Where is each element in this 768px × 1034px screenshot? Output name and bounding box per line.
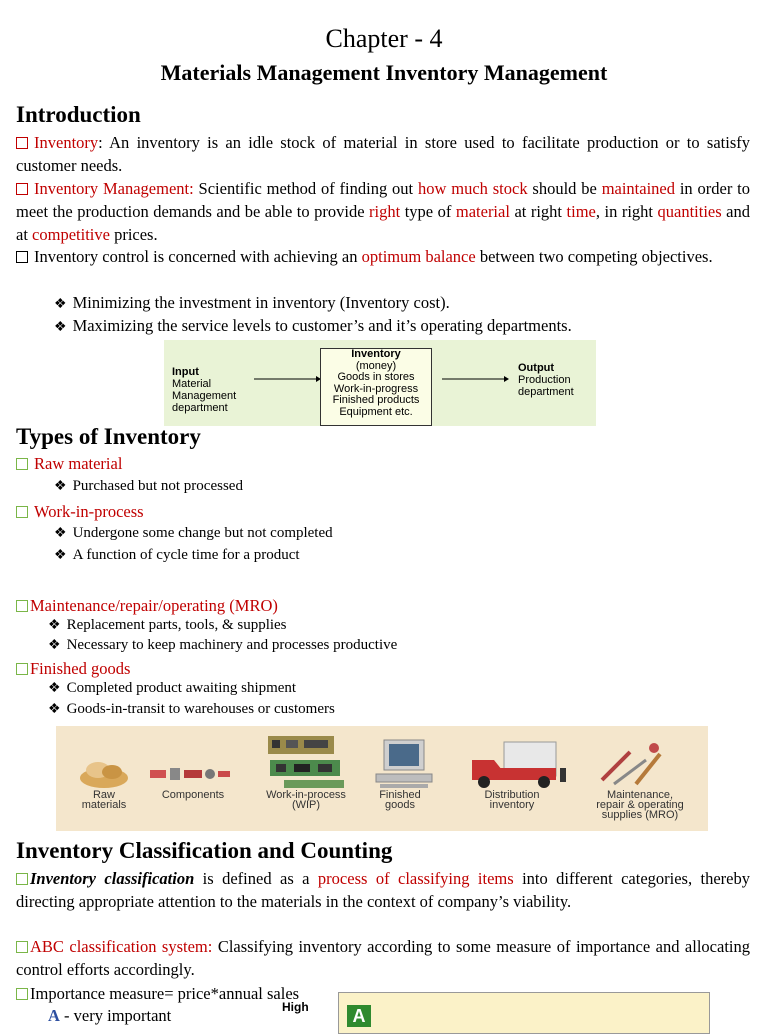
highlight-text: quantities (657, 202, 722, 221)
type-fg (16, 657, 130, 680)
diamond-bullet-icon: ❖ (54, 526, 67, 541)
para-text: should be (527, 179, 602, 198)
flow-center-line: Goods in stores (337, 371, 415, 383)
type-mro-sub-1 (48, 617, 287, 634)
term-inventory-management: Inventory Management: (34, 179, 194, 198)
flow-input-line: Material (172, 378, 212, 390)
para-text: and at (16, 202, 750, 244)
flow-input-line: department (172, 402, 228, 414)
checkbox-bullet-icon (16, 873, 28, 885)
checkbox-bullet-icon (16, 600, 28, 612)
banner-label-distribution: Distribution inventory (484, 789, 540, 811)
type-raw (16, 452, 122, 475)
computer-icon (374, 738, 434, 790)
highlight-text: right (369, 202, 401, 221)
diamond-bullet-icon: ❖ (48, 702, 61, 717)
para-text: between two competing objectives. (475, 247, 713, 266)
diamond-bullet-icon: ❖ (54, 320, 67, 335)
highlight-text: optimum balance (361, 247, 476, 266)
term-inventory: Inventory (34, 133, 99, 152)
flow-center-line: Finished products (332, 394, 420, 406)
diamond-bullet-icon: ❖ (48, 638, 61, 653)
sub-text: Goods-in-transit to warehouses or customers (66, 701, 335, 717)
abc-chart (338, 992, 710, 1034)
type-label: Finished goods (30, 659, 131, 678)
highlight-text: time (566, 202, 596, 221)
banner-label-components: Components (161, 789, 225, 801)
classification-para-2 (16, 935, 750, 981)
chapter-title: Chapter - 4 (325, 24, 443, 53)
type-wip-sub-2 (54, 547, 300, 564)
para-text: type of (400, 202, 456, 221)
sub-text: Undergone some change but not completed (72, 525, 333, 541)
sub-text: A function of cycle time for a product (72, 547, 300, 563)
chart-a-badge: A (347, 1005, 371, 1027)
term-classification: Inventory classification (30, 869, 195, 888)
flow-output-line: department (518, 386, 574, 398)
type-fg-sub-2 (48, 701, 335, 718)
intro-heading: Introduction (16, 102, 141, 127)
intro-para-2 (16, 177, 750, 246)
type-label: Maintenance/repair/operating (MRO) (30, 596, 278, 615)
types-heading: Types of Inventory (16, 424, 201, 449)
banner-label-finished: Finished goods (379, 789, 421, 811)
type-label: Work-in-process (34, 502, 144, 521)
inventory-flow-diagram (164, 340, 596, 426)
para-text: in order to meet the production demands and be able to provide (16, 179, 751, 221)
type-mro-sub-2 (48, 637, 397, 654)
para-text: Importance measure= price*annual sales (30, 984, 300, 1003)
checkbox-bullet-icon (16, 458, 28, 470)
sub-text: Minimizing the investment in inventory (Inventory cost). (72, 293, 450, 312)
sub-text: Replacement parts, tools, & supplies (66, 617, 287, 633)
page-title: Materials Management Inventory Management (160, 60, 608, 85)
checkbox-bullet-icon (16, 137, 28, 149)
type-wip (16, 500, 144, 523)
diamond-bullet-icon: ❖ (48, 618, 61, 633)
sub-text: Maximizing the service levels to customer’s and it’s operating departments. (72, 316, 572, 335)
inventory-types-banner (56, 726, 708, 831)
highlight-text: maintained (601, 179, 675, 198)
flow-center-line: Equipment etc. (339, 405, 413, 418)
flow-output-title: Output (518, 362, 555, 374)
arrow-right-icon (440, 374, 510, 384)
highlight-text: material (455, 202, 510, 221)
sub-text: Necessary to keep machinery and processes productive (66, 637, 398, 653)
intro-para-3 (16, 245, 750, 268)
chart-high-label: High (282, 1000, 309, 1014)
tools-icon (596, 740, 672, 788)
type-wip-sub-1 (54, 525, 333, 542)
type-label: Raw material (34, 454, 123, 473)
flow-center-title: Inventory (351, 348, 401, 360)
para-text: Scientific method of finding out (193, 179, 418, 198)
para-text: - very important (59, 1006, 172, 1025)
para-text: at right (509, 202, 567, 221)
intro-sub-2 (54, 314, 754, 339)
checkbox-bullet-icon (16, 663, 28, 675)
diamond-bullet-icon: ❖ (54, 479, 67, 494)
sub-text: Completed product awaiting shipment (66, 680, 297, 696)
class-a-letter: A (48, 1006, 60, 1025)
highlight-text: process of classifying items (317, 869, 514, 888)
flow-output-line: Production (518, 374, 571, 386)
flow-center-line: (money) (355, 359, 397, 372)
raw-materials-icon (76, 756, 132, 790)
flow-center-line: Work-in-progress (333, 382, 419, 395)
checkbox-bullet-icon (16, 506, 28, 518)
para-text: Inventory control is concerned with achieving an (34, 247, 362, 266)
flow-input-line: Management (172, 390, 237, 402)
highlight-text: competitive (32, 225, 110, 244)
highlight-text: how much stock (417, 179, 528, 198)
flow-input (172, 366, 236, 414)
checkbox-bullet-icon (16, 183, 28, 195)
type-fg-sub-1 (48, 680, 296, 697)
checkbox-bullet-icon (16, 988, 28, 1000)
banner-label-mro: Maintenance, repair & operating supplies (MRO) (596, 789, 684, 821)
diamond-bullet-icon: ❖ (54, 548, 67, 563)
classification-heading: Inventory Classification and Counting (16, 838, 393, 863)
classification-para-1 (16, 867, 750, 913)
para-text: prices. (109, 225, 158, 244)
flow-inventory-box (320, 348, 432, 426)
truck-icon (464, 738, 576, 792)
banner-label-wip: Work-in-process (WIP) (266, 789, 346, 811)
classification-para-3 (16, 982, 299, 1005)
intro-para-1 (16, 131, 750, 177)
diamond-bullet-icon: ❖ (48, 681, 61, 696)
para-text: , in right (595, 202, 658, 221)
intro-sub-1 (54, 291, 754, 316)
sub-text: Purchased but not processed (72, 478, 243, 494)
checkbox-bullet-icon (16, 941, 28, 953)
type-raw-sub (54, 478, 243, 495)
flow-input-title: Input (172, 366, 199, 378)
arrow-right-icon (252, 374, 322, 384)
checkbox-bullet-icon (16, 251, 28, 263)
flow-output (518, 362, 574, 398)
diamond-bullet-icon: ❖ (54, 297, 67, 312)
components-icon (148, 764, 232, 784)
circuit-board-icon (264, 734, 354, 790)
para-text: is defined as a (194, 869, 318, 888)
para-text: into different categories, thereby directing appropriate attention to the materials in the context of company’s viability. (16, 869, 750, 911)
term-abc: ABC classification system: (30, 937, 213, 956)
banner-label-raw: Raw materials (81, 789, 127, 811)
type-mro (16, 594, 278, 617)
para-text: : An inventory is an idle stock of material in store used to facilitate production or to satisfy customer needs. (16, 133, 750, 175)
para-text: Classifying inventory according to some measure of importance and allocating control efforts accordingly. (16, 937, 750, 979)
